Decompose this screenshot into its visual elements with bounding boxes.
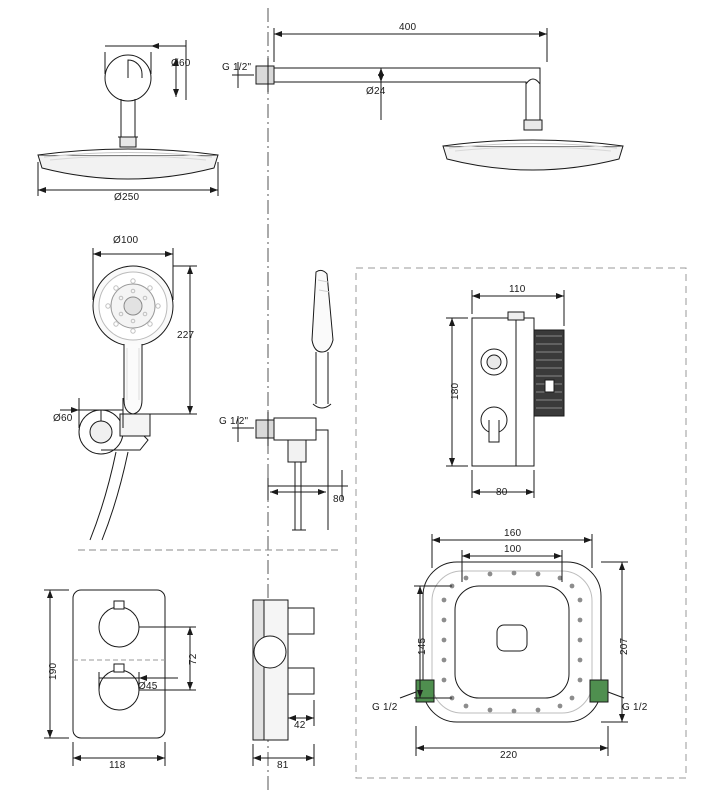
label-plate-height: 190 [48,662,59,680]
label-box-inner-width: 160 [504,528,522,539]
label-box-outer-height: 207 [619,637,630,655]
label-box-outer-width: 220 [500,750,518,761]
label-valve-width: 110 [509,284,526,295]
label-plate-depth-81: 81 [277,760,289,771]
label-box-port-left: G 1/2 [372,702,398,713]
label-plate-width: 118 [109,760,126,771]
label-handle-dia: Ø45 [138,681,158,692]
label-rain-head-dia: Ø250 [114,192,140,203]
label-ceiling-arm-dia: Ø60 [171,58,191,69]
label-hand-length: 227 [177,330,195,341]
label-valve-depth: 80 [496,487,508,498]
label-plate-depth-42: 42 [294,720,306,731]
label-box-port-right: G 1/2 [622,702,648,713]
label-holder-dia: Ø60 [53,413,73,424]
label-arm-length: 400 [399,22,417,33]
label-arm-thread: G 1/2" [222,62,252,73]
label-valve-height: 180 [450,382,461,400]
label-arm-pipe-dia: Ø24 [366,86,386,97]
label-hand-head-dia: Ø100 [113,235,139,246]
label-outlet-depth: 80 [333,494,345,505]
label-box-inner-height: 145 [417,637,428,655]
label-handle-spacing: 72 [188,653,199,665]
label-hand-inlet-thread: G 1/2" [219,416,249,427]
label-box-core-width: 100 [504,544,522,555]
